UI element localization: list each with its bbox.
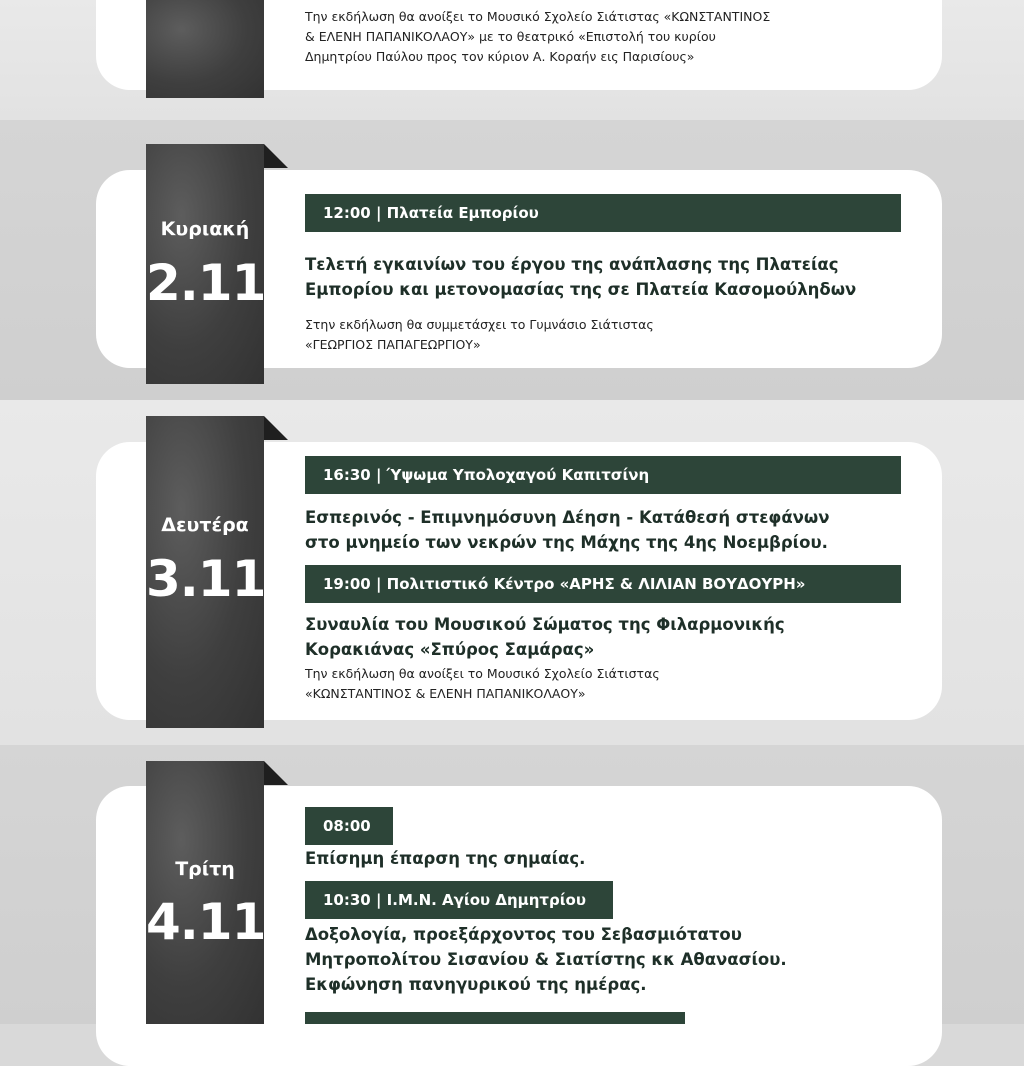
event-note-line: Δημητρίου Παύλου προς τον κύριον Α. Κοραήν εις Παρισίους» [305, 49, 695, 64]
event-note-line: Την εκδήλωση θα ανοίξει το Μουσικό Σχολείο Σιάτιστας «ΚΩΝΣΤΑΝΤΙΝΟΣ [305, 9, 771, 24]
time-place-bar: 16:30 | Ύψωμα Υπολοχαγού Καπιτσίνη [305, 456, 901, 494]
day-name: Τρίτη [175, 858, 235, 880]
ribbon-fold [264, 761, 288, 785]
day-name: Κυριακή [160, 218, 250, 240]
event-title-line: Εμπορίου και μετονομασίας της σε Πλατεία Κασομούληδων [305, 280, 857, 299]
event-title-line: Δοξολογία, προεξάρχοντος του Σεβασμιότατου [305, 925, 742, 944]
event-title-line: Εκφώνηση πανηγυρικού της ημέρας. [305, 975, 647, 994]
event-title-line: Συναυλία του Μουσικού Σώματος της Φιλαρμονικής [305, 615, 785, 634]
day-tab [146, 144, 264, 384]
day-date: 4.11 [146, 893, 266, 951]
event-note-line: «ΚΩΝΣΤΑΝΤΙΝΟΣ & ΕΛΕΝΗ ΠΑΠΑΝΙΚΟΛΑΟΥ» [305, 686, 586, 701]
ribbon-fold [264, 416, 288, 440]
event-note-line: Στην εκδήλωση θα συμμετάσχει το Γυμνάσιο Σιάτιστας [305, 317, 654, 332]
event-title-line: στο μνημείο των νεκρών της Μάχης της 4ης Νοεμβρίου. [305, 533, 828, 552]
event-note-line: Την εκδήλωση θα ανοίξει το Μουσικό Σχολείο Σιάτιστας [305, 666, 660, 681]
event-title [305, 612, 905, 662]
day-name: Δευτέρα [161, 514, 249, 536]
time-place-bar-partial [305, 1012, 685, 1024]
day-date: 2.11 [146, 254, 266, 312]
event-title [305, 846, 905, 871]
event-title [305, 252, 905, 302]
event-note [305, 7, 905, 67]
time-place-bar: 12:00 | Πλατεία Εμπορίου [305, 194, 901, 232]
event-title-line: Επίσημη έπαρση της σημαίας. [305, 849, 586, 868]
event-note [305, 315, 905, 355]
event-note [305, 664, 905, 704]
day-tab [146, 0, 264, 98]
day-tab [146, 416, 264, 728]
event-title [305, 922, 905, 997]
event-title-line: Μητροπολίτου Σισανίου & Σιατίστης κκ Αθανασίου. [305, 950, 787, 969]
time-place-bar: 19:00 | Πολιτιστικό Κέντρο «ΑΡΗΣ & ΛΙΛΙΑΝ ΒΟΥΔΟΥΡΗ» [305, 565, 901, 603]
event-title-line: Τελετή εγκαινίων του έργου της ανάπλασης της Πλατείας [305, 255, 839, 274]
day-date: 3.11 [146, 550, 266, 608]
event-note-line: «ΓΕΩΡΓΙΟΣ ΠΑΠΑΓΕΩΡΓΙΟΥ» [305, 337, 481, 352]
event-title [305, 505, 905, 555]
time-place-bar: 10:30 | Ι.Μ.Ν. Αγίου Δημητρίου [305, 881, 613, 919]
ribbon-fold [264, 144, 288, 168]
event-title-line: Εσπερινός - Επιμνημόσυνη Δέηση - Κατάθεσή στεφάνων [305, 508, 830, 527]
time-place-bar: 08:00 [305, 807, 393, 845]
day-tab [146, 761, 264, 1024]
event-note-line: & ΕΛΕΝΗ ΠΑΠΑΝΙΚΟΛΑΟΥ» με το θεατρικό «Επιστολή του κυρίου [305, 29, 716, 44]
event-title-line: Κορακιάνας «Σπύρος Σαμάρας» [305, 640, 595, 659]
